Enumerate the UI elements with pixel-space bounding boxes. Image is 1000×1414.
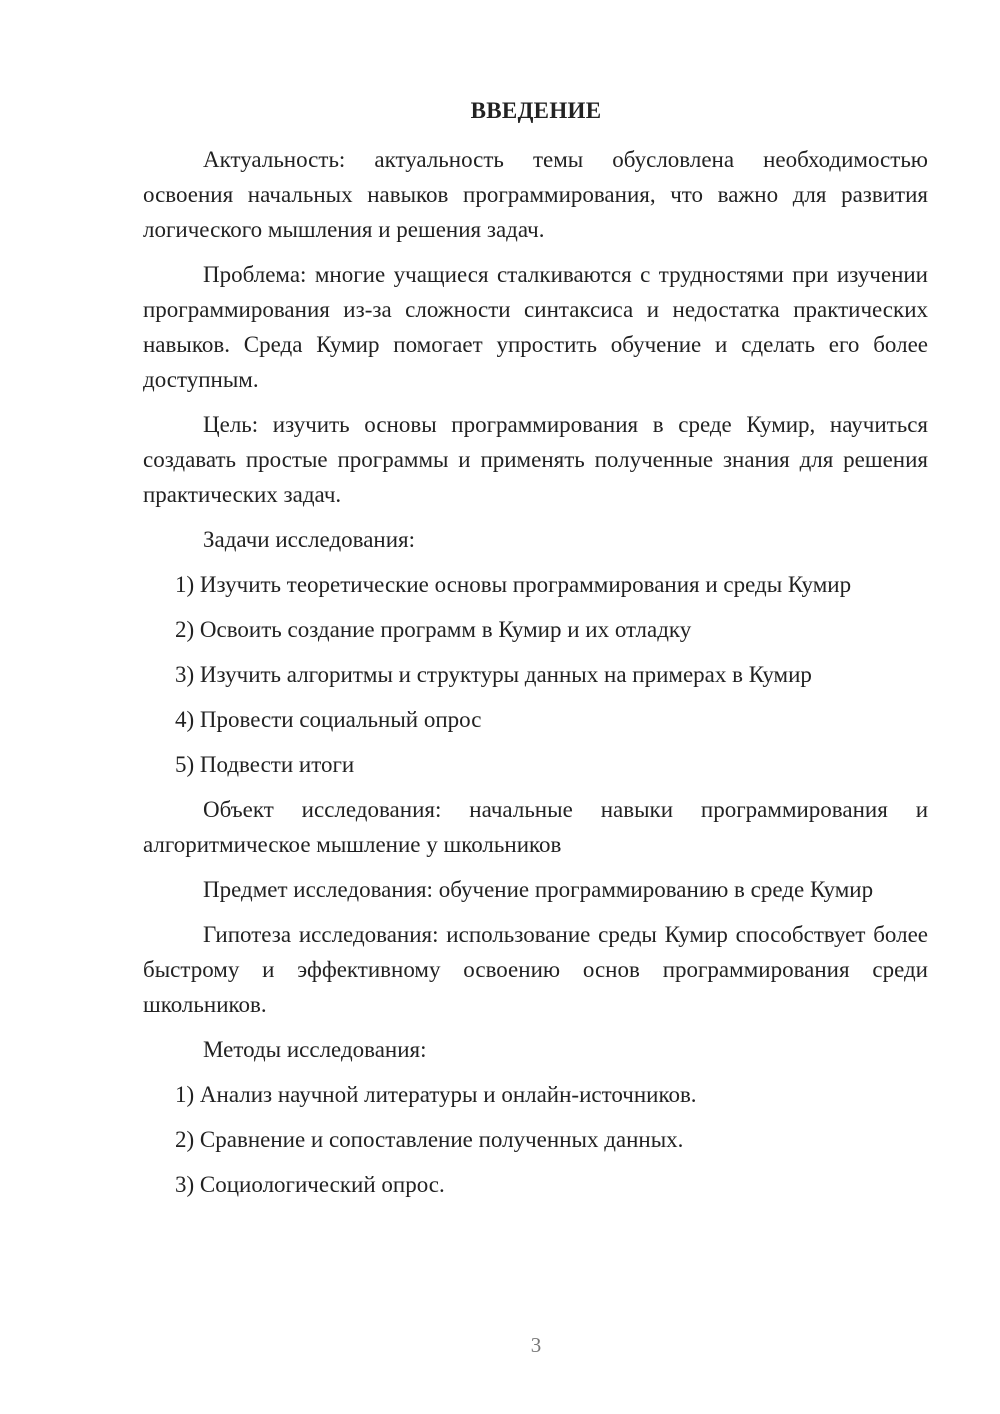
task-item: 1) Изучить теоретические основы программирования и среды Кумир bbox=[175, 572, 852, 597]
page-number: 3 bbox=[530, 1333, 542, 1357]
document-body bbox=[143, 142, 928, 1212]
methods-heading: Методы исследования: bbox=[203, 1037, 427, 1062]
task-item: 3) Изучить алгоритмы и структуры данных на примерах в Кумир bbox=[175, 662, 812, 687]
goal-paragraph: Цель: изучить основы программирования в среде Кумир, научиться создавать простые программы и применять полученные знания для решения практических задач. bbox=[143, 412, 928, 507]
problem-paragraph: Проблема: многие учащиеся сталкиваются с трудностями при изучении программирования из-за сложности синтаксиса и недостатка практических навыков. Среда Кумир помогает упростить обучение и сделать его более доступным. bbox=[143, 262, 928, 392]
page-title: ВВЕДЕНИЕ bbox=[470, 98, 602, 123]
method-item: 1) Анализ научной литературы и онлайн-источников. bbox=[175, 1082, 697, 1107]
hypothesis-paragraph: Гипотеза исследования: использование среды Кумир способствует более быстрому и эффективному освоению основ программирования среди школьников. bbox=[143, 922, 928, 1017]
relevance-paragraph: Актуальность: актуальность темы обусловлена необходимостью освоения начальных навыков программирования, что важно для развития логического мышления и решения задач. bbox=[143, 147, 928, 242]
task-item: 4) Провести социальный опрос bbox=[175, 707, 482, 732]
tasks-heading: Задачи исследования: bbox=[203, 527, 416, 552]
object-paragraph: Объект исследования: начальные навыки программирования и алгоритмическое мышление у школьников bbox=[143, 797, 928, 857]
subject-paragraph: Предмет исследования: обучение программированию в среде Кумир bbox=[203, 877, 874, 902]
task-item: 2) Освоить создание программ в Кумир и их отладку bbox=[175, 617, 692, 642]
method-item: 3) Социологический опрос. bbox=[175, 1172, 445, 1197]
task-item: 5) Подвести итоги bbox=[175, 752, 355, 777]
method-item: 2) Сравнение и сопоставление полученных данных. bbox=[175, 1127, 684, 1152]
